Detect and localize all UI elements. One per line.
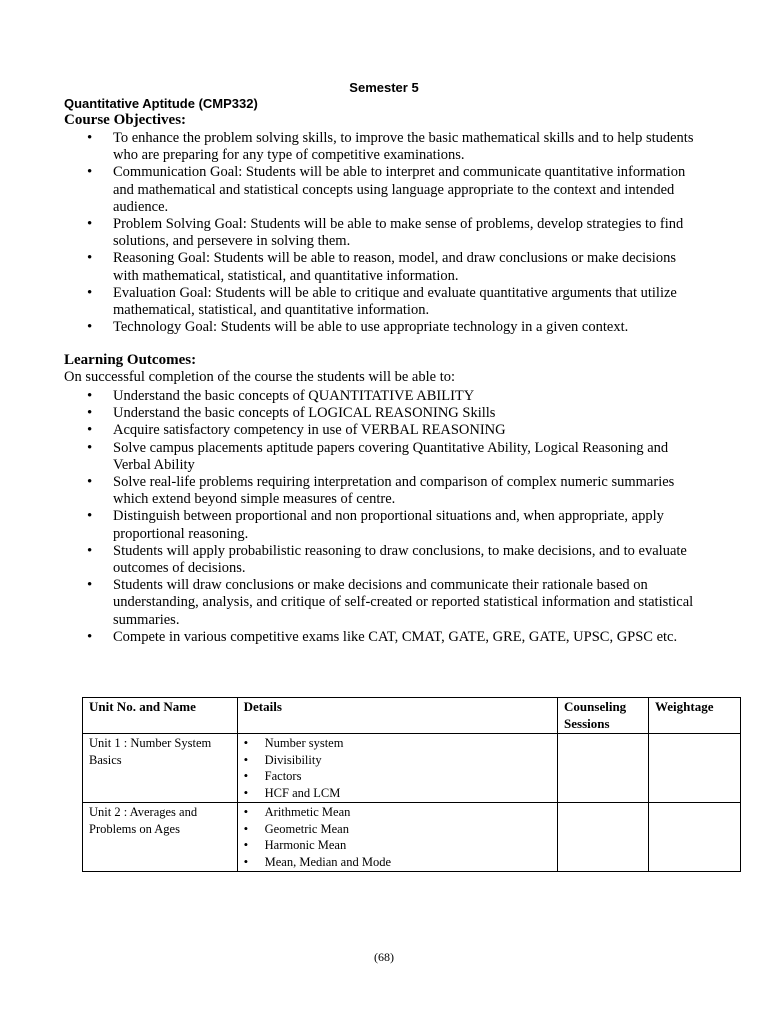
objective-item: • To enhance the problem solving skills, to improve the basic mathematical skills and to help students who are preparing for any type of competitive examinations.: [64, 130, 704, 164]
counseling-cell: [558, 803, 649, 872]
details-cell: [237, 734, 557, 803]
detail-item: • Divisibility: [244, 752, 551, 769]
detail-item: • Factors: [244, 768, 551, 785]
course-objectives-heading: Course Objectives:: [64, 112, 187, 128]
learning-outcomes-heading: Learning Outcomes:: [64, 352, 197, 368]
page-number: (68): [374, 950, 394, 964]
header-weightage: Weightage: [649, 698, 741, 734]
detail-item: • Arithmetic Mean: [244, 804, 551, 821]
unit-name-cell: Unit 1 : Number System Basics: [83, 734, 238, 803]
outcome-item: • Solve campus placements aptitude papers covering Quantitative Ability, Logical Reasoning and Verbal Ability: [64, 440, 704, 474]
objective-item: • Technology Goal: Students will be able to use appropriate technology in a given context.: [64, 319, 704, 336]
detail-item: • Geometric Mean: [244, 821, 551, 838]
course-objectives-list: [64, 130, 704, 336]
details-list: [244, 735, 551, 801]
table-row: [83, 734, 741, 803]
objective-item: • Reasoning Goal: Students will be able to reason, model, and draw conclusions or make decisions with mathematical, statistical, and quantitative information.: [64, 250, 704, 284]
learning-outcomes-intro: On successful completion of the course the students will be able to:: [64, 369, 456, 385]
weightage-cell: [649, 734, 741, 803]
outcome-item: • Solve real-life problems requiring interpretation and comparison of complex numeric summaries which extend beyond simple measures of centre.: [64, 474, 704, 508]
detail-item: • Number system: [244, 735, 551, 752]
header-details: Details: [237, 698, 557, 734]
detail-item: • Harmonic Mean: [244, 837, 551, 854]
outcome-item: • Understand the basic concepts of LOGICAL REASONING Skills: [64, 405, 704, 422]
outcome-item: • Compete in various competitive exams like CAT, CMAT, GATE, GRE, GATE, UPSC, GPSC etc.: [64, 629, 704, 646]
counseling-cell: [558, 734, 649, 803]
outcome-item: • Students will apply probabilistic reasoning to draw conclusions, to make decisions, and to evaluate outcomes of decisions.: [64, 543, 704, 577]
details-list: [244, 804, 551, 870]
course-title: Quantitative Aptitude (CMP332): [64, 96, 258, 111]
objective-item: • Evaluation Goal: Students will be able to critique and evaluate quantitative arguments that utilize mathematical, statistical, and quantitative information.: [64, 285, 704, 319]
detail-item: • HCF and LCM: [244, 785, 551, 802]
semester-heading: Semester 5: [349, 80, 419, 95]
details-cell: [237, 803, 557, 872]
outcome-item: • Distinguish between proportional and non proportional situations and, when appropriate, apply proportional reasoning.: [64, 508, 704, 542]
outcome-item: • Acquire satisfactory competency in use of VERBAL REASONING: [64, 422, 704, 439]
detail-item: • Mean, Median and Mode: [244, 854, 551, 871]
units-table: [82, 697, 741, 872]
header-unit: Unit No. and Name: [83, 698, 238, 734]
outcome-item: • Understand the basic concepts of QUANTITATIVE ABILITY: [64, 388, 704, 405]
weightage-cell: [649, 803, 741, 872]
objective-item: • Communication Goal: Students will be able to interpret and communicate quantitative information and mathematical and statistical concepts using language appropriate to the context and intended audience.: [64, 164, 704, 216]
outcome-item: • Students will draw conclusions or make decisions and communicate their rationale based on understanding, analysis, and critique of self-created or reported statistical information and statistical summaries.: [64, 577, 704, 629]
table-header-row: [83, 698, 741, 734]
unit-name-cell: Unit 2 : Averages and Problems on Ages: [83, 803, 238, 872]
table-row: [83, 803, 741, 872]
learning-outcomes-list: [64, 388, 704, 646]
objective-item: • Problem Solving Goal: Students will be able to make sense of problems, develop strategies to find solutions, and persevere in solving them.: [64, 216, 704, 250]
header-counseling: Counseling Sessions: [558, 698, 649, 734]
